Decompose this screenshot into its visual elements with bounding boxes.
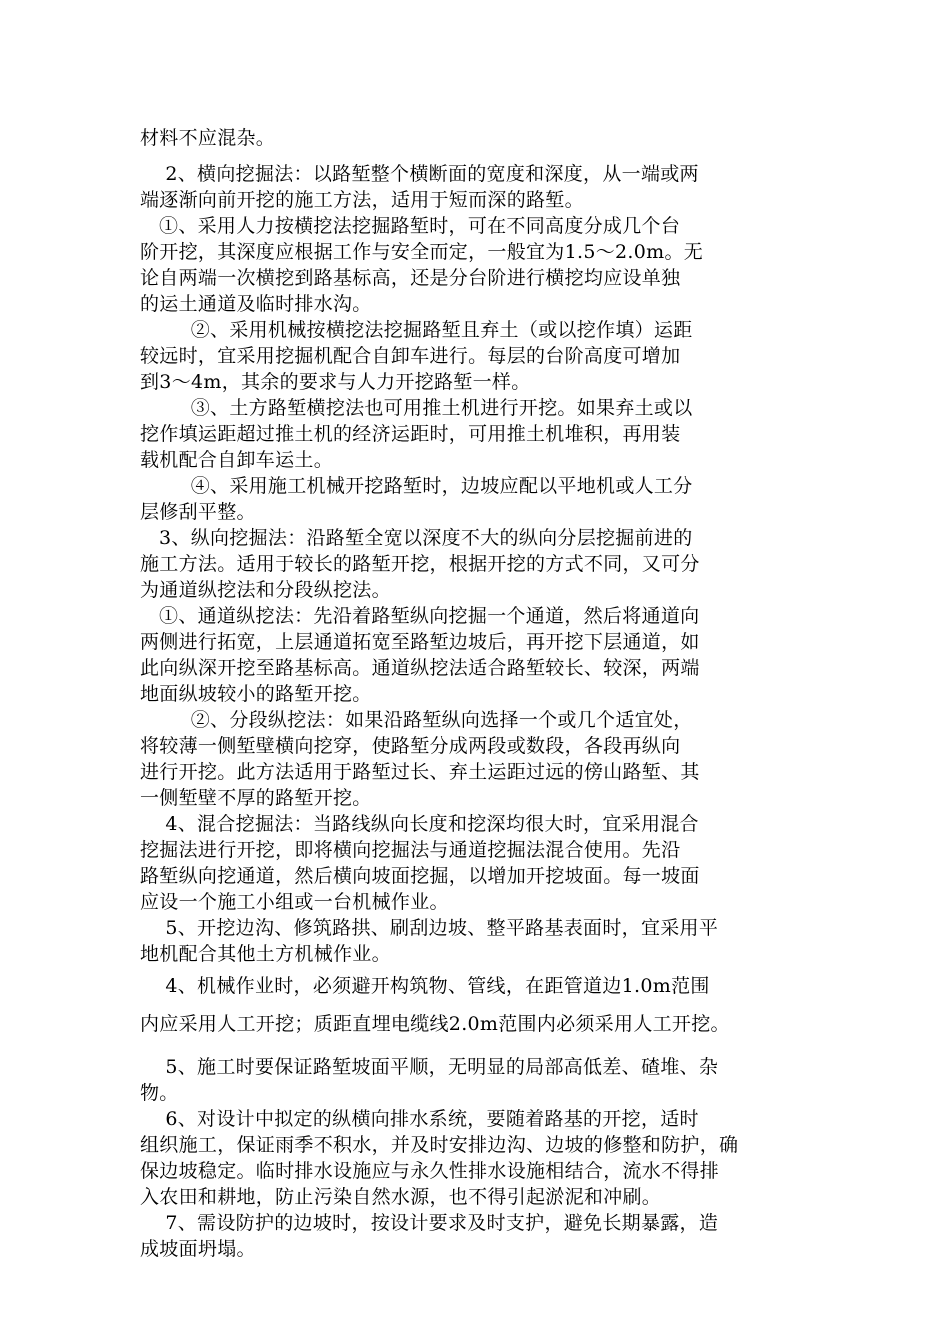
text-line: 5、施工时要保证路堑坡面平顺，无明显的局部高低差、碴堆、杂 <box>140 1056 719 1078</box>
paragraph-5 <box>140 473 820 525</box>
text-line: 较远时，宜采用挖掘机配合自卸车进行。每层的台阶高度可增加 <box>140 345 681 367</box>
paragraph-14 <box>140 1210 820 1262</box>
text-line: 7、需设防护的边坡时，按设计要求及时支护，避免长期暴露，造 <box>140 1212 719 1234</box>
text-line: 载机配合自卸车运土。 <box>140 449 334 471</box>
paragraph-9 <box>140 811 820 915</box>
text-line: 5、开挖边沟、修筑路拱、刷刮边坡、整平路基表面时，宜采用平 <box>140 917 719 939</box>
text-line: 4、机械作业时，必须避开构筑物、管线，在距管道边1.0m范围 <box>140 975 710 997</box>
text-line: 6、对设计中拟定的纵横向排水系统，要随着路基的开挖，适时 <box>140 1108 699 1130</box>
text-line: ②、采用机械按横挖法挖掘路堑且弃土（或以挖作填）运距 <box>140 319 693 341</box>
text-line: 端逐渐向前开挖的施工方法，适用于短而深的路堑。 <box>140 189 584 211</box>
text-line: 保边坡稳定。临时排水设施应与永久性排水设施相结合，流水不得排 <box>140 1160 720 1182</box>
text-line: 为通道纵挖法和分段纵挖法。 <box>140 579 391 601</box>
text-line: 2、横向挖掘法：以路堑整个横断面的宽度和深度，从一端或两 <box>140 163 699 185</box>
text-line: 3、纵向挖掘法：沿路堑全宽以深度不大的纵向分层挖掘前进的 <box>140 527 693 549</box>
text-line: 进行开挖。此方法适用于路堑过长、弃土运距过远的傍山路堑、其 <box>140 761 700 783</box>
paragraph-7 <box>140 603 820 707</box>
paragraph-3 <box>140 317 820 395</box>
text-line: 成坡面坍塌。 <box>140 1238 256 1260</box>
text-line: ①、通道纵挖法：先沿着路堑纵向挖掘一个通道，然后将通道向 <box>140 605 700 627</box>
text-line: 入农田和耕地，防止污染自然水源，也不得引起淤泥和冲刷。 <box>140 1186 662 1208</box>
paragraph-0 <box>140 125 820 151</box>
paragraph-8 <box>140 707 820 811</box>
text-line: 材料不应混杂。 <box>140 127 276 149</box>
paragraph-11 <box>140 967 820 1043</box>
text-line: 到3～4m，其余的要求与人力开挖路堑一样。 <box>140 371 531 393</box>
text-line: 将较薄一侧堑壁横向挖穿，使路堑分成两段或数段，各段再纵向 <box>140 735 681 757</box>
paragraph-12 <box>140 1054 820 1106</box>
text-line: ④、采用施工机械开挖路堑时，边坡应配以平地机或人工分 <box>140 475 693 497</box>
text-line: 此向纵深开挖至路基标高。通道纵挖法适合路堑较长、较深，两端 <box>140 657 700 679</box>
text-line: ①、采用人力按横挖法挖掘路堑时，可在不同高度分成几个台 <box>140 215 681 237</box>
text-line: 地机配合其他土方机械作业。 <box>140 943 391 965</box>
text-line: 路堑纵向挖通道，然后横向坡面挖掘，以增加开挖坡面。每一坡面 <box>140 865 700 887</box>
paragraph-2 <box>140 213 820 317</box>
text-line: 应设一个施工小组或一台机械作业。 <box>140 891 449 913</box>
paragraph-1 <box>140 161 820 213</box>
text-line: 施工方法。适用于较长的路堑开挖，根据开挖的方式不同，又可分 <box>140 553 700 575</box>
text-line: 挖作填运距超过推土机的经济运距时，可用推土机堆积，再用装 <box>140 423 681 445</box>
text-line: ③、土方路堑横挖法也可用推土机进行开挖。如果弃土或以 <box>140 397 693 419</box>
text-line: 一侧堑壁不厚的路堑开挖。 <box>140 787 372 809</box>
text-line: 阶开挖，其深度应根据工作与安全而定，一般宜为1.5～2.0m。无 <box>140 241 704 263</box>
text-line: 两侧进行拓宽，上层通道拓宽至路堑边坡后，再开挖下层通道，如 <box>140 631 700 653</box>
paragraph-13 <box>140 1106 820 1210</box>
text-line: ②、分段纵挖法：如果沿路堑纵向选择一个或几个适宜处， <box>140 709 693 731</box>
text-line: 层修刮平整。 <box>140 501 256 523</box>
text-line: 4、混合挖掘法：当路线纵向长度和挖深均很大时，宜采用混合 <box>140 813 699 835</box>
text-line: 挖掘法进行开挖，即将横向挖掘法与通道挖掘法混合使用。先沿 <box>140 839 681 861</box>
text-line: 内应采用人工开挖；质距直埋电缆线2.0m范围内必须采用人工开挖。 <box>140 1013 730 1035</box>
text-line: 组织施工，保证雨季不积水，并及时安排边沟、边坡的修整和防护，确 <box>140 1134 739 1156</box>
text-line: 物。 <box>140 1082 179 1104</box>
text-line: 的运土通道及临时排水沟。 <box>140 293 372 315</box>
paragraph-4 <box>140 395 820 473</box>
text-line: 地面纵坡较小的路堑开挖。 <box>140 683 372 705</box>
paragraph-10 <box>140 915 820 967</box>
paragraph-6 <box>140 525 820 603</box>
text-line: 论自两端一次横挖到路基标高，还是分台阶进行横挖均应设单独 <box>140 267 681 289</box>
